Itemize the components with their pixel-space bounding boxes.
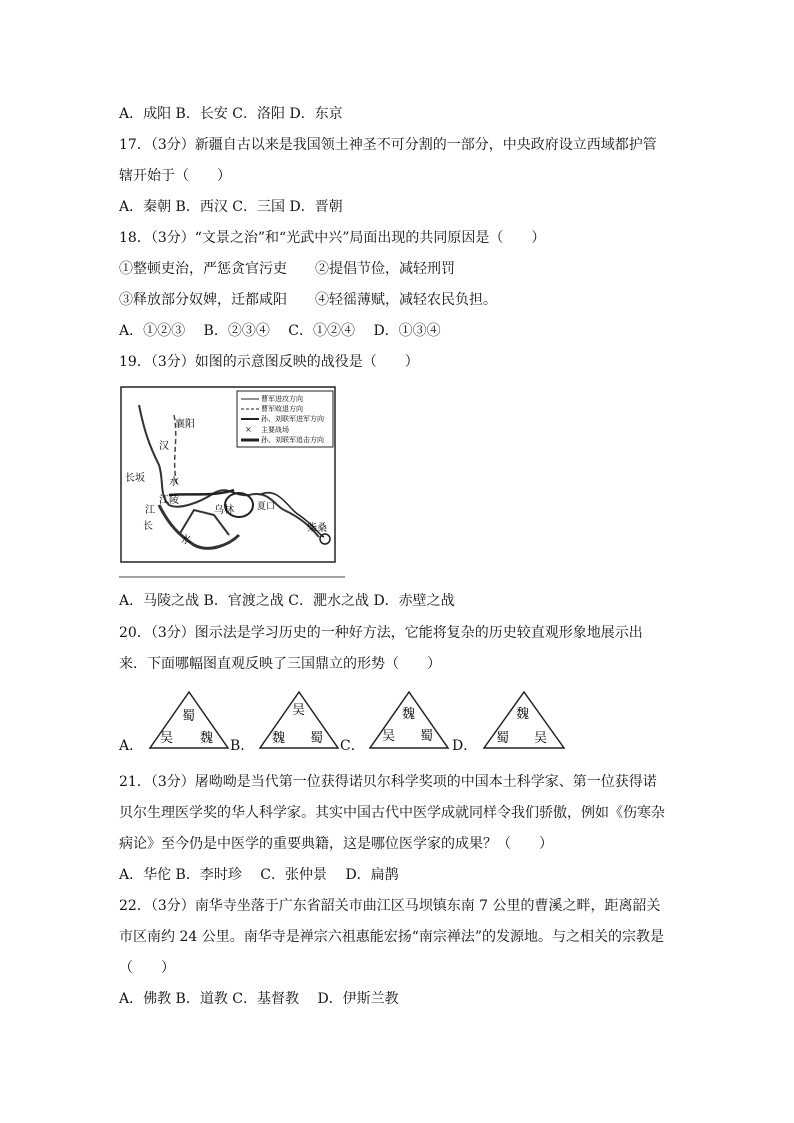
place-shui-2: 水 xyxy=(181,535,191,546)
place-changban: 长坂 xyxy=(125,473,145,484)
question-19-options: A．马陵之战 B．官渡之战 C．淝水之战 D．赤壁之战 xyxy=(119,593,455,609)
question-17-options: A．秦朝 B．西汉 C．三国 D．晋朝 xyxy=(119,199,343,215)
option-d-triangle xyxy=(482,690,566,754)
legend-item-1: 曹军进攻方向 xyxy=(261,395,303,403)
option-d-top: 魏 xyxy=(516,707,530,722)
place-chang: 长 xyxy=(143,521,153,532)
question-22-line-3: （ ） xyxy=(119,960,175,976)
option-b-top: 吴 xyxy=(292,703,306,718)
option-d-left: 蜀 xyxy=(496,731,510,746)
battle-map-drawing xyxy=(119,385,345,579)
option-c-right: 蜀 xyxy=(420,729,434,744)
option-c-left: 吴 xyxy=(382,729,396,744)
place-wulin: 乌林 xyxy=(214,505,234,516)
battle-map-figure xyxy=(119,385,345,579)
place-shui-1: 水 xyxy=(169,477,179,488)
question-22-line-2: 市区南约 24 公里。南华寺是禅宗六祖惠能宏扬“南宗禅法”的发源地。与之相关的宗教是 xyxy=(119,929,665,945)
legend-item-3: 孙、刘联军进军方向 xyxy=(261,415,324,423)
question-18-options: A．①②③ B．②③④ C．①②④ D．①③④ xyxy=(119,323,441,339)
question-18-items-2: ③释放部分奴婢，迁都咸阳 ④轻徭薄赋，减轻农民负担。 xyxy=(119,292,497,308)
question-18-stem: 18．（3分）“文景之治”和“光武中兴”局面出现的共同原因是（ ） xyxy=(119,230,546,246)
place-xiakou: 夏口 xyxy=(257,502,276,512)
place-han: 汉 xyxy=(159,441,169,452)
question-20-line-1: 20．（3分）图示法是学习历史的一种好方法，它能将复杂的历史较直观形象地展示出 xyxy=(119,625,643,641)
question-21-line-3: 病论》至今仍是中医学的重要典籍，这是哪位医学家的成果？（ ） xyxy=(119,836,553,852)
option-c-label: C． xyxy=(340,738,365,754)
option-a-label: A． xyxy=(119,738,144,754)
option-a-triangle xyxy=(148,690,230,754)
option-b-right: 蜀 xyxy=(310,731,324,746)
legend-item-4: 主要战场 xyxy=(261,426,289,434)
option-b-label: B． xyxy=(230,738,255,754)
option-a-left: 吴 xyxy=(160,731,174,746)
question-21-options: A．华佗 B．李时珍 C．张仲景 D．扁鹊 xyxy=(119,867,399,883)
question-22-options: A．佛教 B．道教 C．基督教 D．伊斯兰教 xyxy=(119,991,399,1007)
place-xiangyang: 襄阳 xyxy=(175,419,195,430)
legend-item-5: 孙、刘联军追击方向 xyxy=(261,436,324,444)
question-19-stem: 19．（3分）如图的示意图反映的战役是（ ） xyxy=(119,354,419,370)
option-a-top: 蜀 xyxy=(182,709,196,724)
option-a-right: 魏 xyxy=(200,731,214,746)
place-chaisang: 柴桑 xyxy=(307,523,327,534)
option-b-triangle xyxy=(258,690,340,754)
option-c-top: 魏 xyxy=(402,707,416,722)
question-22-line-1: 22．（3分）南华寺坐落于广东省韶关市曲江区马坝镇东南 7 公里的曹溪之畔，距离韶关 xyxy=(119,898,661,914)
question-18-items-1: ①整顿吏治，严惩贪官污吏 ②提倡节俭，减轻刑罚 xyxy=(119,261,455,277)
place-jiang: 江 xyxy=(145,505,155,516)
option-d-label: D． xyxy=(452,738,478,754)
question-21-line-1: 21．（3分）屠呦呦是当代第一位获得诺贝尔科学奖项的中国本土科学家、第一位获得诺 xyxy=(119,774,657,790)
option-b-left: 魏 xyxy=(272,731,286,746)
question-17-line-1: 17．（3分）新疆自古以来是我国领土神圣不可分割的一部分，中央政府设立西域都护管 xyxy=(119,137,657,153)
question-17-line-2: 辖开始于（ ） xyxy=(119,168,231,184)
option-d-right: 吴 xyxy=(534,731,548,746)
legend-item-2: 曹军败退方向 xyxy=(261,405,303,413)
question-20-line-2: 来．下面哪幅图直观反映了三国鼎立的形势（ ） xyxy=(119,656,441,672)
question-21-line-2: 贝尔生理医学奖的华人科学家。其实中国古代中医学成就同样令我们骄傲，例如《伤寒杂 xyxy=(119,805,665,821)
option-c-triangle xyxy=(368,690,450,754)
line-1: A．成阳 B．长安 C．洛阳 D．东京 xyxy=(119,106,343,122)
place-jiangling: 江陵 xyxy=(159,495,179,506)
svg-text:×: × xyxy=(245,425,252,434)
